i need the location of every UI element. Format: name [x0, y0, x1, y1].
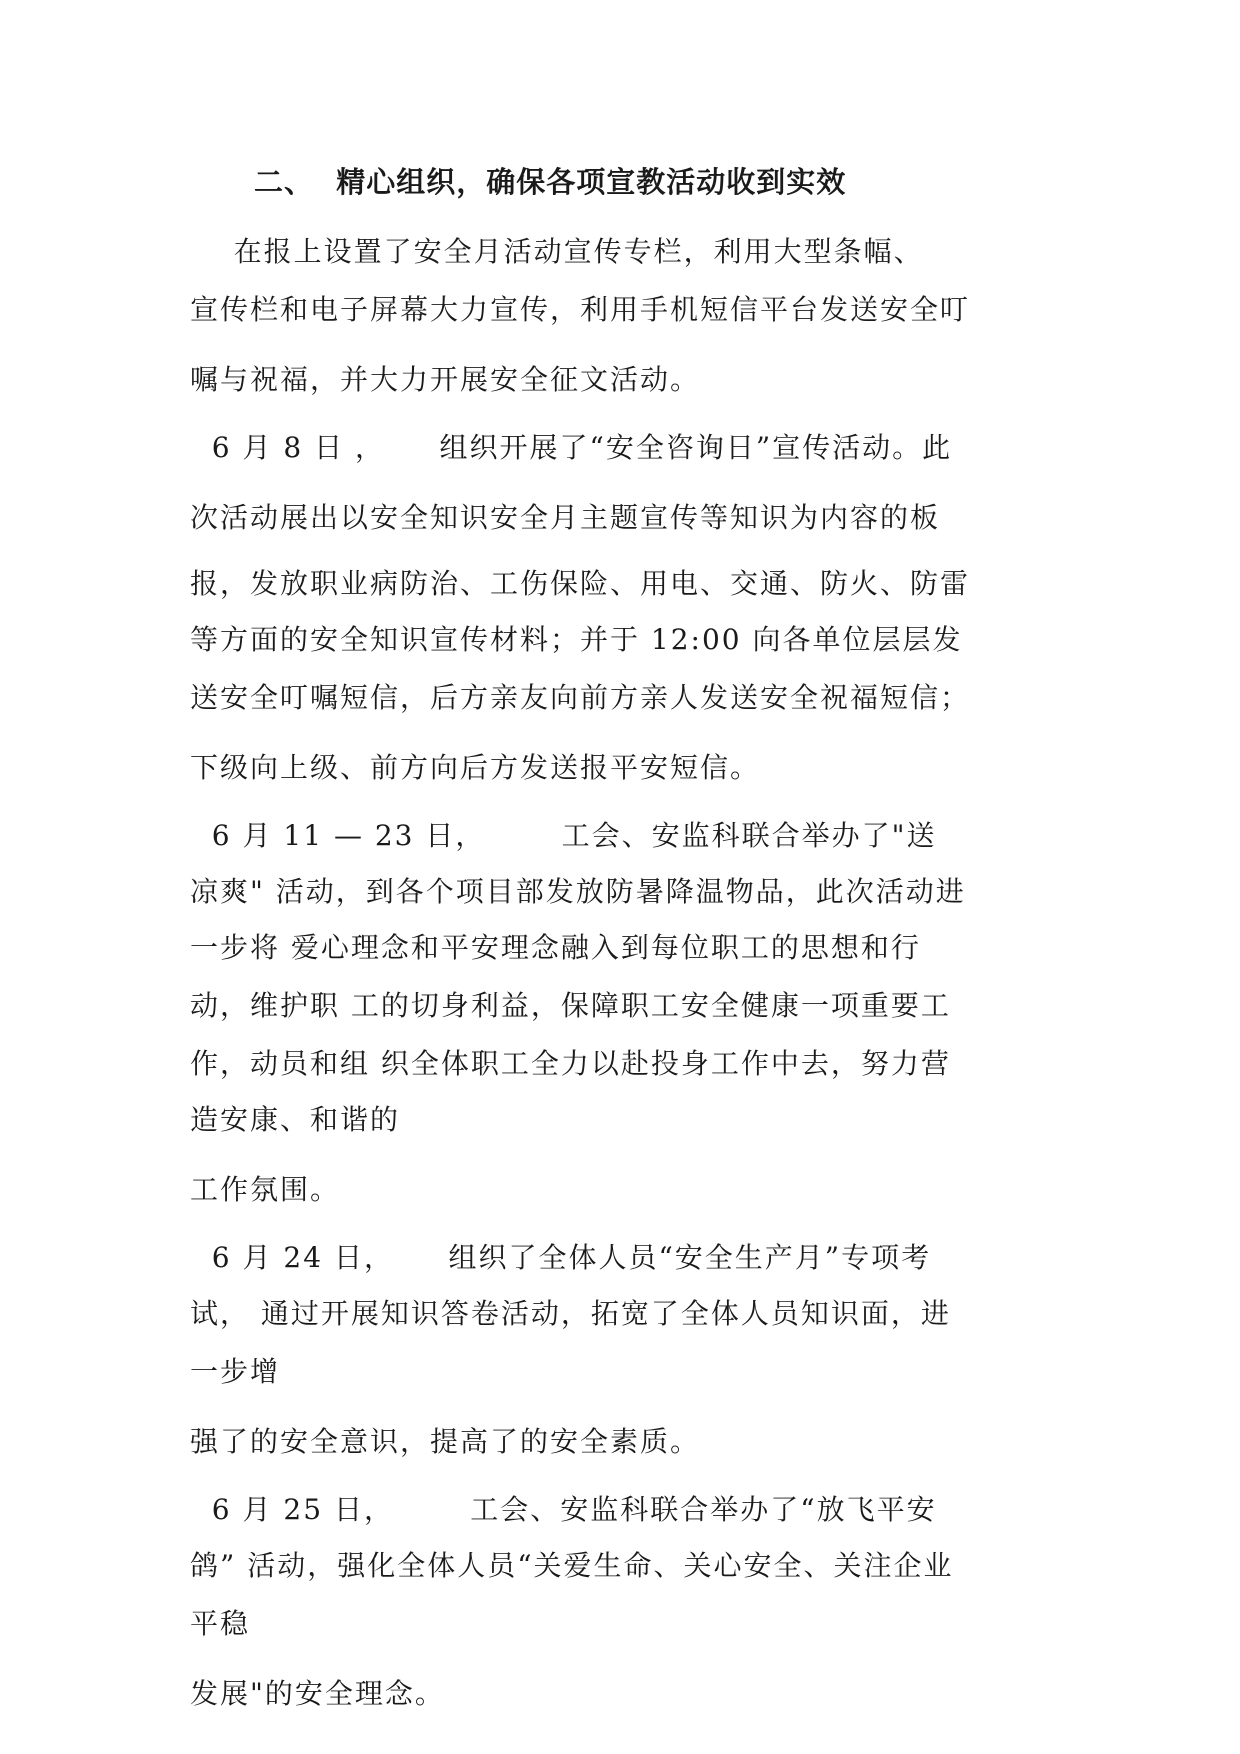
paragraph-line: 作，动员和组 织全体职工全力以赴投身工作中去，努力营	[190, 1047, 951, 1080]
paragraph-line: 在报上设置了安全月活动宣传专栏，利用大型条幅、	[190, 235, 924, 268]
paragraph-line: 下级向上级、前方向后方发送报平安短信。	[190, 751, 761, 784]
paragraph-line: 工作氛围。	[190, 1173, 341, 1206]
paragraph-line: 送安全叮嘱短信，后方亲友向前方亲人发送安全祝福短信；	[190, 681, 971, 714]
paragraph-line: 鸽” 活动，强化全体人员“关爱生命、关心安全、关注企业	[190, 1549, 954, 1582]
paragraph-line: 试， 通过开展知识答卷活动，拓宽了全体人员知识面，进	[190, 1297, 951, 1330]
paragraph-line: 等方面的安全知识宣传材料；并于 12:00 向各单位层层发	[190, 623, 963, 656]
section-heading: 二、 精心组织，确保各项宣教活动收到实效	[254, 165, 847, 199]
paragraph-line: 平稳	[190, 1607, 251, 1640]
paragraph-line: 凉爽" 活动，到各个项目部发放防暑降温物品，此次活动进	[190, 875, 966, 908]
paragraph-line: 次活动展出以安全知识安全月主题宣传等知识为内容的板	[190, 501, 941, 534]
paragraph-line: 动，维护职 工的切身利益，保障职工安全健康一项重要工	[190, 989, 951, 1022]
paragraph-line: 一步将 爱心理念和平安理念融入到每位职工的思想和行	[190, 931, 921, 964]
paragraph-line: 发展"的安全理念。	[190, 1677, 445, 1710]
paragraph-line: 一步增	[190, 1355, 281, 1388]
paragraph-line: 6 月 24 日， 组织了全体人员“安全生产月”专项考	[190, 1241, 932, 1274]
paragraph-line: 宣传栏和电子屏幕大力宣传，利用手机短信平台发送安全叮	[190, 293, 971, 326]
paragraph-line: 6 月 8 日 ， 组织开展了“安全咨询日”宣传活动。此	[190, 431, 953, 464]
paragraph-line: 嘱与祝福，并大力开展安全征文活动。	[190, 363, 701, 396]
paragraph-line: 报，发放职业病防治、工伤保险、用电、交通、防火、防雷	[190, 567, 971, 600]
paragraph-line: 强了的安全意识，提高了的安全素质。	[190, 1425, 701, 1458]
paragraph-line: 6 月 11 — 23 日， 工会、安监科联合举办了"送	[190, 819, 937, 852]
paragraph-line: 6 月 25 日， 工会、安监科联合举办了“放飞平安	[190, 1493, 937, 1526]
paragraph-line: 造安康、和谐的	[190, 1103, 401, 1136]
